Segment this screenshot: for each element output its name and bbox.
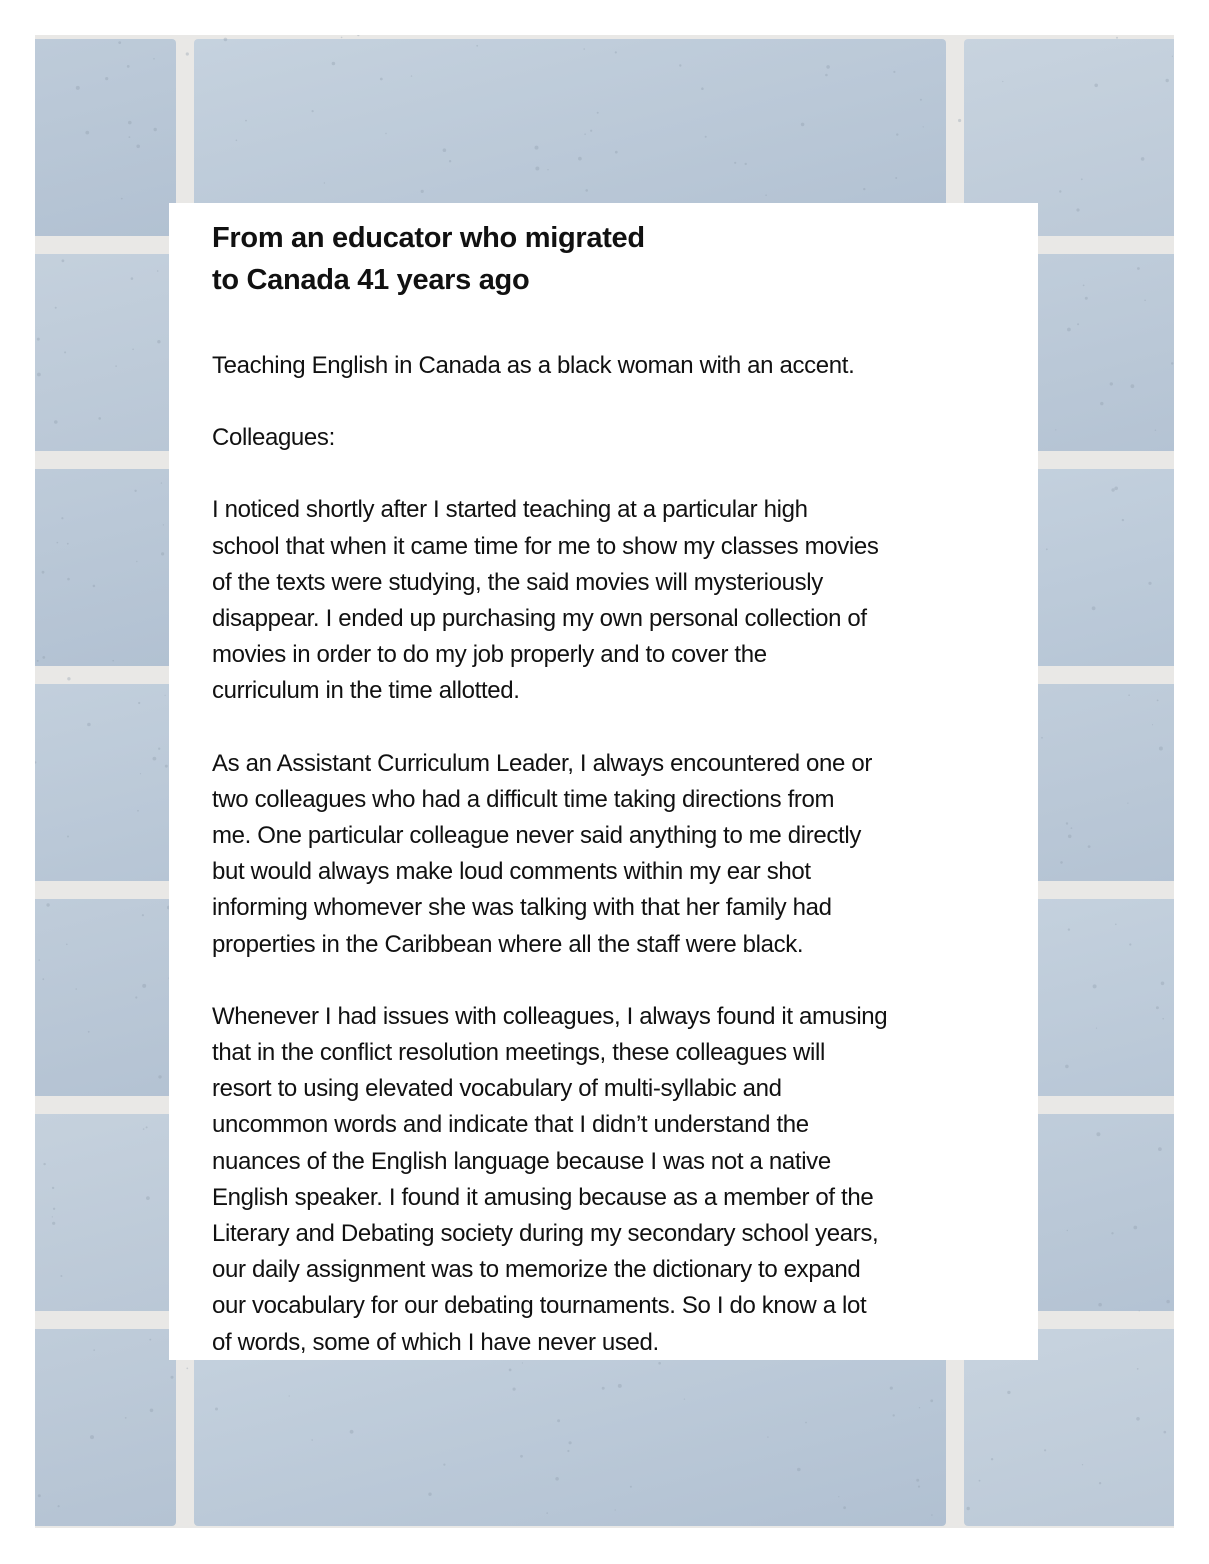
text-line: but would always make loud comments within my ear shot [212,858,811,886]
text-line: Colleagues: [212,424,335,452]
text-line: uncommon words and indicate that I didn’t understand the [212,1111,809,1139]
text-line: As an Assistant Curriculum Leader, I always encountered one or [212,749,873,777]
paragraph [212,492,1008,709]
paragraph [212,999,1008,1361]
text-line: of words, some of which I have never used. [212,1328,659,1356]
text-line: resort to using elevated vocabulary of multi-syllabic and [212,1075,782,1103]
text-line: Literary and Debating society during my secondary school years, [212,1220,879,1248]
title-line: to Canada 41 years ago [212,264,530,296]
text-line: curriculum in the time allotted. [212,677,520,705]
text-panel [169,203,1038,1360]
text-line: of the texts were studying, the said movies will mysteriously [212,568,823,596]
brick [35,899,176,1096]
text-line: school that when it came time for me to show my classes movies [212,532,879,560]
text-line: Whenever I had issues with colleagues, I always found it amusing [212,1002,888,1030]
text-line: properties in the Caribbean where all the staff were black. [212,930,804,958]
text-line: I noticed shortly after I started teaching at a particular high [212,496,808,524]
brick [35,1329,176,1526]
text-line: movies in order to do my job properly and to cover the [212,641,767,669]
title-line: From an educator who migrated [212,222,645,254]
text-line: informing whomever she was talking with that her family had [212,894,832,922]
text-line: that in the conflict resolution meetings, these colleagues will [212,1039,825,1067]
body-text [212,348,1008,1361]
text-line: Teaching English in Canada as a black woman with an accent. [212,352,855,379]
paragraph [212,420,1008,456]
paragraph [212,348,1008,384]
text-line: me. One particular colleague never said anything to me directly [212,822,861,850]
paragraph [212,746,1008,963]
text-line: nuances of the English language because I was not a native [212,1147,831,1175]
text-line: our vocabulary for our debating tournaments. So I do know a lot [212,1292,867,1320]
document-title [212,217,1008,301]
text-line: disappear. I ended up purchasing my own personal collection of [212,605,867,633]
text-line: English speaker. I found it amusing because as a member of the [212,1183,874,1211]
text-line: our daily assignment was to memorize the dictionary to expand [212,1256,861,1284]
brick [35,469,176,666]
text-line: two colleagues who had a difficult time taking directions from [212,785,835,813]
brick [35,39,176,236]
